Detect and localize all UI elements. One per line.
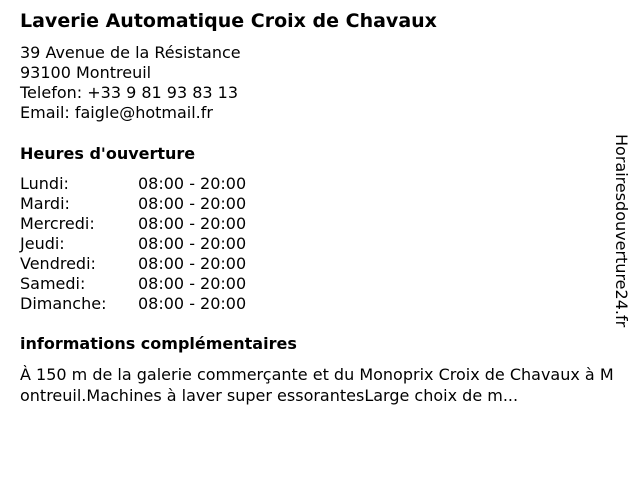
opening-hours-heading: Heures d'ouverture	[20, 144, 196, 163]
day-label: Mercredi:	[20, 214, 95, 233]
hours-row-tuesday	[20, 194, 246, 214]
hours-row-saturday	[20, 274, 246, 294]
time-range: 08:00 - 20:00	[138, 274, 247, 293]
day-label: Jeudi:	[20, 234, 65, 253]
city-postcode: 93100 Montreuil	[20, 63, 152, 82]
time-range: 08:00 - 20:00	[138, 234, 247, 253]
opening-hours-table	[20, 174, 246, 314]
time-range: 08:00 - 20:00	[138, 174, 247, 193]
time-range: 08:00 - 20:00	[138, 194, 247, 213]
day-label: Mardi:	[20, 194, 70, 213]
phone-number: Telefon: +33 9 81 93 83 13	[20, 83, 239, 102]
day-label: Vendredi:	[20, 254, 96, 273]
day-label: Dimanche:	[20, 294, 107, 313]
additional-info-text: À 150 m de la galerie commerçante et du Monoprix Croix de Chavaux à Montreuil.Machines à laver super essorantesLarge choix de m...	[20, 365, 614, 405]
hours-row-thursday	[20, 234, 246, 254]
page-title: Laverie Automatique Croix de Chavaux	[20, 10, 437, 32]
time-range: 08:00 - 20:00	[138, 214, 247, 233]
street-address: 39 Avenue de la Résistance	[20, 43, 241, 62]
time-range: 08:00 - 20:00	[138, 254, 247, 273]
hours-row-friday	[20, 254, 246, 274]
hours-row-sunday	[20, 294, 246, 314]
day-label: Samedi:	[20, 274, 86, 293]
additional-info-heading: informations complémentaires	[20, 334, 297, 353]
address-block	[20, 43, 241, 123]
site-watermark: Horairesdouverture24.fr	[612, 134, 631, 328]
hours-row-wednesday	[20, 214, 246, 234]
email-address: Email: faigle@hotmail.fr	[20, 103, 213, 122]
hours-row-monday	[20, 174, 246, 194]
day-label: Lundi:	[20, 174, 69, 193]
time-range: 08:00 - 20:00	[138, 294, 247, 313]
